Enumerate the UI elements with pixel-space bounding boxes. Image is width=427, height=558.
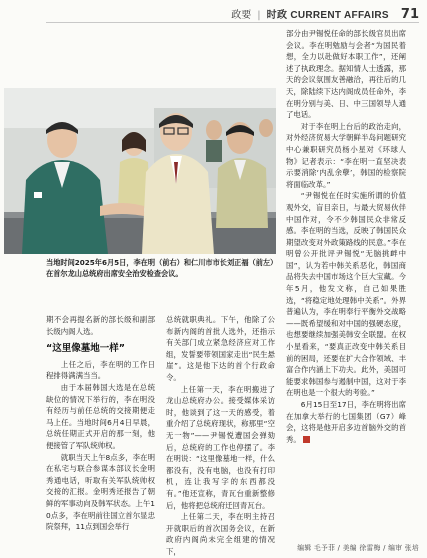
paragraph: 上任第二天，李在明主持召开就职后的首次国务会议，在新政府内阁尚未完全组建的情况下， <box>166 512 275 556</box>
paragraph: 总统就职典礼。下午，他除了公布新内阁的首批人选外，还指示有关部门成立紧急经济应对工作组，发誓要带领国家走出“民生悬崖”。这是他下达的首个行政命令。 <box>166 315 275 382</box>
column-label: 时政 CURRENT AFFAIRS <box>266 10 389 21</box>
paragraph: 上任第一天，李在明搬进了龙山总统府办公。接受媒体采访时，他谈到了这一天的感受，着重介绍了总统府现状，称那里“空无一物”——尹锡悦遭国会弹劾后，总统府的工作也停摆了。李在明说：“这里像墓地一样，什么都没有，没有电脑，也没有打印机，连让我写字的东西都没有。”他还宣称，青瓦台重新整修后，他将把总统府迁回青瓦台。 <box>166 384 275 510</box>
text-column-2 <box>166 314 275 557</box>
paragraph: 对于李在明上台后的政治走向，对外经济贸易大学朝鲜半岛问题研究中心兼职研究员杨小星对《环球人物》记者表示：“李在明一直坚决表示要消除‘内乱余孽’，韩国的检察院将面临改革。” <box>286 121 406 189</box>
header-divider <box>46 22 419 23</box>
news-photo <box>4 88 276 254</box>
editor-credits: 编辑 毛予菲 / 美编 徐雷梅 / 编审 张培 <box>297 544 419 552</box>
text-column-3 <box>286 28 406 445</box>
text-column-1 <box>46 314 155 533</box>
paragraph: 上任之后，李在明的工作日程排得满满当当。 <box>46 359 155 381</box>
photo-caption: 当地时间2025年6月5日，李在明（前右）和仁川市市长刘正福（前左）在首尔龙山总统府出席安全治安检查会议。 <box>46 258 274 278</box>
paragraph: 由于本届韩国大选是在总统缺位的情况下举行的，李在明没有经历与前任总统的交接期便走马上任。当地时间6月4日早晨，总统任期正式开启的那一刻，他便接管了军队统帅权。 <box>46 382 155 450</box>
paragraph: 部分由尹锡悦任命的部长级官员出席会议。李在明勉励与会者“为国民着想，全力以赴做好本职工作”，还阐述了执政理念。据知情人士透露，那天的会议氛围友善融洽，再往后的几天，除陆续下达内阁成员任命外，李在明分别与美、日、中三国领导人通了电话。 <box>286 29 406 120</box>
page-number: 71 <box>400 7 419 22</box>
header-separator: | <box>257 10 261 21</box>
subheading: “这里像墓地一样” <box>46 343 125 355</box>
paragraph-text: 6月15日至17日，李在明将出席在加拿大举行的七国集团（G7）峰会，这将是他开启多边首脑外交的首秀。 <box>286 400 406 444</box>
section-label: 政要 <box>231 10 252 21</box>
paragraph: 就职当天上午8点多，李在明在私宅与联合参谋本部议长金明秀通电话，听取有关军队统帅权交接的汇报。金明秀还报告了朝鲜的军事动向及韩军状态。上午10点多，李在明前往国立首尔显忠院祭拜，11点到国会举行 <box>46 452 155 532</box>
paragraph <box>286 399 406 445</box>
paragraph: “尹锡悦在任时实施所谓的价值观外交，盲目亲日，与最大贸易伙伴中国作对，令不少韩国民众非常反感。李在明的当选，反映了韩国民众期望改变对外政策路线的民意。”李在明曾公开批评尹锡悦“无脑挑衅中国”，认为若中韩关系恶化，韩国商品将失去中国市场这个巨大宝藏。今年5月，他发文称，自己如果胜选，“将稳定地处理韩中关系”。外界普遍认为，李在明奉行平衡外交战略——既希望缓和对中国的强硬态度，也想要继续加强美韩安全联盟。在权小星看来，“要真正改变中韩关系目前的困局，还要在扩大合作领域、丰富合作内涵上下功夫。此外，美国可能要求韩国参与遏制中国，这对于李在明也是一个很大的考验。” <box>286 191 406 398</box>
paragraph: 期不会再提名新的部长级和副部长级内阁人选。 <box>46 315 155 336</box>
article-end-icon <box>303 436 310 443</box>
page-header <box>231 6 419 22</box>
